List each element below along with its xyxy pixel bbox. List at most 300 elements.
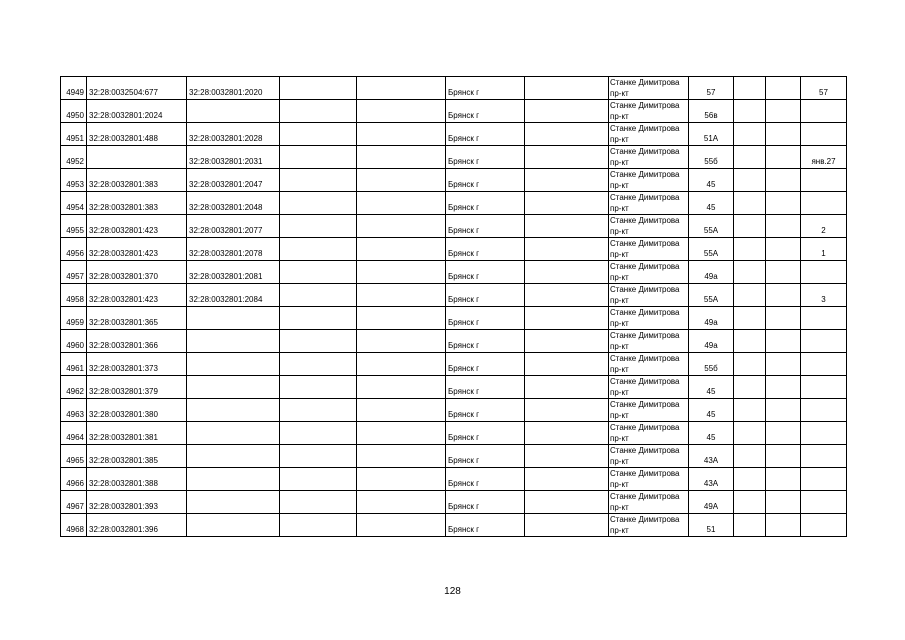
empty-cell bbox=[766, 514, 801, 537]
cadastral-number-cell: 32:28:0032801:379 bbox=[87, 376, 187, 399]
empty-cell bbox=[525, 215, 609, 238]
apartment-number-cell bbox=[801, 399, 847, 422]
street-cell bbox=[609, 399, 689, 422]
empty-cell bbox=[357, 238, 446, 261]
street-name: Станке Димитрова bbox=[610, 78, 680, 87]
empty-cell bbox=[734, 77, 766, 100]
empty-cell bbox=[525, 491, 609, 514]
parent-cadastral-number-cell: 32:28:0032801:2077 bbox=[187, 215, 280, 238]
street-type: пр-кт bbox=[610, 135, 629, 144]
empty-cell bbox=[766, 468, 801, 491]
house-number-cell: 45 bbox=[689, 376, 734, 399]
street-type: пр-кт bbox=[610, 296, 629, 305]
street-cell bbox=[609, 376, 689, 399]
empty-cell bbox=[280, 399, 357, 422]
empty-cell bbox=[525, 284, 609, 307]
parent-cadastral-number-cell bbox=[187, 353, 280, 376]
empty-cell bbox=[766, 215, 801, 238]
cadastral-number-cell: 32:28:0032801:396 bbox=[87, 514, 187, 537]
street-type: пр-кт bbox=[610, 89, 629, 98]
empty-cell bbox=[525, 146, 609, 169]
empty-cell bbox=[766, 123, 801, 146]
table-row bbox=[61, 100, 847, 123]
street-cell bbox=[609, 422, 689, 445]
empty-cell bbox=[357, 376, 446, 399]
row-number-cell: 4954 bbox=[61, 192, 87, 215]
table-row bbox=[61, 468, 847, 491]
city-cell: Брянск г bbox=[446, 491, 525, 514]
cadastral-number-cell: 32:28:0032801:373 bbox=[87, 353, 187, 376]
table-row bbox=[61, 307, 847, 330]
empty-cell bbox=[280, 77, 357, 100]
empty-cell bbox=[357, 514, 446, 537]
city-cell: Брянск г bbox=[446, 422, 525, 445]
empty-cell bbox=[357, 399, 446, 422]
street-cell bbox=[609, 491, 689, 514]
street-type: пр-кт bbox=[610, 342, 629, 351]
row-number-cell: 4951 bbox=[61, 123, 87, 146]
empty-cell bbox=[525, 100, 609, 123]
empty-cell bbox=[280, 215, 357, 238]
empty-cell bbox=[525, 399, 609, 422]
empty-cell bbox=[280, 445, 357, 468]
parent-cadastral-number-cell bbox=[187, 100, 280, 123]
empty-cell bbox=[734, 192, 766, 215]
street-type: пр-кт bbox=[610, 112, 629, 121]
apartment-number-cell: 2 bbox=[801, 215, 847, 238]
empty-cell bbox=[766, 146, 801, 169]
apartment-number-cell bbox=[801, 353, 847, 376]
apartment-number-cell: 57 bbox=[801, 77, 847, 100]
row-number-cell: 4964 bbox=[61, 422, 87, 445]
empty-cell bbox=[525, 77, 609, 100]
street-cell bbox=[609, 238, 689, 261]
empty-cell bbox=[734, 491, 766, 514]
empty-cell bbox=[525, 445, 609, 468]
row-number-cell: 4965 bbox=[61, 445, 87, 468]
empty-cell bbox=[766, 422, 801, 445]
empty-cell bbox=[766, 353, 801, 376]
empty-cell bbox=[766, 261, 801, 284]
row-number-cell: 4953 bbox=[61, 169, 87, 192]
street-name: Станке Димитрова bbox=[610, 101, 680, 110]
house-number-cell: 49А bbox=[689, 491, 734, 514]
empty-cell bbox=[766, 491, 801, 514]
empty-cell bbox=[734, 261, 766, 284]
empty-cell bbox=[280, 146, 357, 169]
parent-cadastral-number-cell bbox=[187, 330, 280, 353]
apartment-number-cell bbox=[801, 422, 847, 445]
empty-cell bbox=[766, 445, 801, 468]
street-cell bbox=[609, 192, 689, 215]
table-row bbox=[61, 215, 847, 238]
row-number-cell: 4952 bbox=[61, 146, 87, 169]
street-name: Станке Димитрова bbox=[610, 354, 680, 363]
city-cell: Брянск г bbox=[446, 261, 525, 284]
street-name: Станке Димитрова bbox=[610, 400, 680, 409]
table-row bbox=[61, 376, 847, 399]
empty-cell bbox=[766, 169, 801, 192]
row-number-cell: 4955 bbox=[61, 215, 87, 238]
empty-cell bbox=[525, 422, 609, 445]
street-type: пр-кт bbox=[610, 434, 629, 443]
table-row bbox=[61, 422, 847, 445]
street-name: Станке Димитрова bbox=[610, 262, 680, 271]
empty-cell bbox=[280, 422, 357, 445]
cadastral-number-cell: 32:28:0032801:2024 bbox=[87, 100, 187, 123]
row-number-cell: 4956 bbox=[61, 238, 87, 261]
table-row bbox=[61, 445, 847, 468]
street-name: Станке Димитрова bbox=[610, 216, 680, 225]
empty-cell bbox=[734, 215, 766, 238]
row-number-cell: 4962 bbox=[61, 376, 87, 399]
street-cell bbox=[609, 284, 689, 307]
street-type: пр-кт bbox=[610, 204, 629, 213]
apartment-number-cell bbox=[801, 169, 847, 192]
city-cell: Брянск г bbox=[446, 100, 525, 123]
street-type: пр-кт bbox=[610, 319, 629, 328]
cadastral-number-cell: 32:28:0032801:383 bbox=[87, 192, 187, 215]
empty-cell bbox=[734, 468, 766, 491]
cadastral-number-cell: 32:28:0032801:383 bbox=[87, 169, 187, 192]
city-cell: Брянск г bbox=[446, 307, 525, 330]
street-cell bbox=[609, 330, 689, 353]
table-row bbox=[61, 399, 847, 422]
street-type: пр-кт bbox=[610, 273, 629, 282]
street-cell bbox=[609, 307, 689, 330]
house-number-cell: 55А bbox=[689, 215, 734, 238]
empty-cell bbox=[280, 123, 357, 146]
street-type: пр-кт bbox=[610, 480, 629, 489]
city-cell: Брянск г bbox=[446, 169, 525, 192]
table-row bbox=[61, 261, 847, 284]
empty-cell bbox=[357, 215, 446, 238]
empty-cell bbox=[357, 353, 446, 376]
empty-cell bbox=[357, 192, 446, 215]
city-cell: Брянск г bbox=[446, 123, 525, 146]
apartment-number-cell bbox=[801, 123, 847, 146]
empty-cell bbox=[525, 353, 609, 376]
empty-cell bbox=[357, 422, 446, 445]
empty-cell bbox=[357, 77, 446, 100]
row-number-cell: 4967 bbox=[61, 491, 87, 514]
empty-cell bbox=[280, 491, 357, 514]
street-cell bbox=[609, 100, 689, 123]
table-row bbox=[61, 238, 847, 261]
row-number-cell: 4950 bbox=[61, 100, 87, 123]
parent-cadastral-number-cell bbox=[187, 514, 280, 537]
house-number-cell: 55б bbox=[689, 146, 734, 169]
cadastral-number-cell: 32:28:0032801:423 bbox=[87, 238, 187, 261]
empty-cell bbox=[525, 330, 609, 353]
empty-cell bbox=[357, 261, 446, 284]
parent-cadastral-number-cell bbox=[187, 468, 280, 491]
empty-cell bbox=[525, 192, 609, 215]
table-row bbox=[61, 169, 847, 192]
house-number-cell: 49а bbox=[689, 261, 734, 284]
empty-cell bbox=[357, 100, 446, 123]
table-row bbox=[61, 514, 847, 537]
street-type: пр-кт bbox=[610, 457, 629, 466]
page-number: 128 bbox=[444, 586, 461, 597]
city-cell: Брянск г bbox=[446, 77, 525, 100]
apartment-number-cell bbox=[801, 468, 847, 491]
apartment-number-cell bbox=[801, 307, 847, 330]
parent-cadastral-number-cell: 32:28:0032801:2084 bbox=[187, 284, 280, 307]
empty-cell bbox=[734, 238, 766, 261]
city-cell: Брянск г bbox=[446, 353, 525, 376]
street-name: Станке Димитрова bbox=[610, 170, 680, 179]
street-type: пр-кт bbox=[610, 388, 629, 397]
empty-cell bbox=[734, 353, 766, 376]
empty-cell bbox=[357, 123, 446, 146]
empty-cell bbox=[525, 238, 609, 261]
empty-cell bbox=[280, 376, 357, 399]
parent-cadastral-number-cell bbox=[187, 307, 280, 330]
empty-cell bbox=[734, 399, 766, 422]
street-name: Станке Димитрова bbox=[610, 239, 680, 248]
apartment-number-cell bbox=[801, 491, 847, 514]
street-type: пр-кт bbox=[610, 181, 629, 190]
empty-cell bbox=[766, 77, 801, 100]
street-cell bbox=[609, 261, 689, 284]
empty-cell bbox=[525, 169, 609, 192]
city-cell: Брянск г bbox=[446, 284, 525, 307]
street-cell bbox=[609, 445, 689, 468]
street-type: пр-кт bbox=[610, 503, 629, 512]
row-number-cell: 4966 bbox=[61, 468, 87, 491]
cadastral-number-cell: 32:28:0032801:366 bbox=[87, 330, 187, 353]
table-row bbox=[61, 77, 847, 100]
empty-cell bbox=[734, 123, 766, 146]
house-number-cell: 55А bbox=[689, 284, 734, 307]
table-row bbox=[61, 491, 847, 514]
street-name: Станке Димитрова bbox=[610, 285, 680, 294]
street-name: Станке Димитрова bbox=[610, 469, 680, 478]
house-number-cell: 56в bbox=[689, 100, 734, 123]
street-name: Станке Димитрова bbox=[610, 492, 680, 501]
cadastral-number-cell: 32:28:0032801:388 bbox=[87, 468, 187, 491]
city-cell: Брянск г bbox=[446, 445, 525, 468]
parent-cadastral-number-cell bbox=[187, 422, 280, 445]
house-number-cell: 43А bbox=[689, 468, 734, 491]
city-cell: Брянск г bbox=[446, 399, 525, 422]
street-name: Станке Димитрова bbox=[610, 446, 680, 455]
empty-cell bbox=[357, 169, 446, 192]
empty-cell bbox=[280, 238, 357, 261]
house-number-cell: 43А bbox=[689, 445, 734, 468]
registry-table bbox=[60, 76, 847, 537]
empty-cell bbox=[734, 330, 766, 353]
empty-cell bbox=[734, 100, 766, 123]
apartment-number-cell bbox=[801, 376, 847, 399]
empty-cell bbox=[766, 100, 801, 123]
cadastral-number-cell: 32:28:0032801:381 bbox=[87, 422, 187, 445]
house-number-cell: 51 bbox=[689, 514, 734, 537]
table-row bbox=[61, 123, 847, 146]
empty-cell bbox=[525, 307, 609, 330]
empty-cell bbox=[525, 514, 609, 537]
house-number-cell: 45 bbox=[689, 169, 734, 192]
street-name: Станке Димитрова bbox=[610, 377, 680, 386]
street-type: пр-кт bbox=[610, 411, 629, 420]
table-row bbox=[61, 146, 847, 169]
city-cell: Брянск г bbox=[446, 192, 525, 215]
row-number-cell: 4963 bbox=[61, 399, 87, 422]
row-number-cell: 4968 bbox=[61, 514, 87, 537]
empty-cell bbox=[734, 307, 766, 330]
cadastral-number-cell: 32:28:0032801:423 bbox=[87, 215, 187, 238]
cadastral-number-cell: 32:28:0032801:393 bbox=[87, 491, 187, 514]
apartment-number-cell: янв.27 bbox=[801, 146, 847, 169]
empty-cell bbox=[357, 330, 446, 353]
parent-cadastral-number-cell bbox=[187, 399, 280, 422]
apartment-number-cell bbox=[801, 100, 847, 123]
empty-cell bbox=[766, 307, 801, 330]
empty-cell bbox=[357, 284, 446, 307]
empty-cell bbox=[734, 376, 766, 399]
street-name: Станке Димитрова bbox=[610, 124, 680, 133]
table-row bbox=[61, 353, 847, 376]
street-name: Станке Димитрова bbox=[610, 308, 680, 317]
empty-cell bbox=[357, 307, 446, 330]
cadastral-number-cell bbox=[87, 146, 187, 169]
street-cell bbox=[609, 169, 689, 192]
parent-cadastral-number-cell bbox=[187, 445, 280, 468]
cadastral-number-cell: 32:28:0032504:677 bbox=[87, 77, 187, 100]
empty-cell bbox=[766, 330, 801, 353]
street-cell bbox=[609, 514, 689, 537]
parent-cadastral-number-cell: 32:28:0032801:2028 bbox=[187, 123, 280, 146]
parent-cadastral-number-cell: 32:28:0032801:2081 bbox=[187, 261, 280, 284]
table-row bbox=[61, 284, 847, 307]
street-cell bbox=[609, 468, 689, 491]
empty-cell bbox=[525, 123, 609, 146]
house-number-cell: 45 bbox=[689, 192, 734, 215]
house-number-cell: 45 bbox=[689, 422, 734, 445]
empty-cell bbox=[280, 307, 357, 330]
house-number-cell: 55А bbox=[689, 238, 734, 261]
city-cell: Брянск г bbox=[446, 330, 525, 353]
empty-cell bbox=[280, 169, 357, 192]
row-number-cell: 4961 bbox=[61, 353, 87, 376]
empty-cell bbox=[280, 353, 357, 376]
house-number-cell: 45 bbox=[689, 399, 734, 422]
street-cell bbox=[609, 353, 689, 376]
empty-cell bbox=[766, 399, 801, 422]
street-cell bbox=[609, 123, 689, 146]
house-number-cell: 49а bbox=[689, 307, 734, 330]
empty-cell bbox=[280, 284, 357, 307]
house-number-cell: 49а bbox=[689, 330, 734, 353]
row-number-cell: 4957 bbox=[61, 261, 87, 284]
city-cell: Брянск г bbox=[446, 376, 525, 399]
city-cell: Брянск г bbox=[446, 215, 525, 238]
apartment-number-cell: 1 bbox=[801, 238, 847, 261]
empty-cell bbox=[280, 468, 357, 491]
city-cell: Брянск г bbox=[446, 514, 525, 537]
empty-cell bbox=[766, 192, 801, 215]
street-name: Станке Димитрова bbox=[610, 423, 680, 432]
empty-cell bbox=[280, 192, 357, 215]
parent-cadastral-number-cell: 32:28:0032801:2020 bbox=[187, 77, 280, 100]
empty-cell bbox=[357, 445, 446, 468]
empty-cell bbox=[525, 261, 609, 284]
empty-cell bbox=[525, 468, 609, 491]
street-cell bbox=[609, 215, 689, 238]
parent-cadastral-number-cell: 32:28:0032801:2031 bbox=[187, 146, 280, 169]
empty-cell bbox=[766, 376, 801, 399]
house-number-cell: 51А bbox=[689, 123, 734, 146]
table-body bbox=[61, 77, 847, 537]
street-type: пр-кт bbox=[610, 227, 629, 236]
parent-cadastral-number-cell: 32:28:0032801:2048 bbox=[187, 192, 280, 215]
empty-cell bbox=[280, 330, 357, 353]
parent-cadastral-number-cell: 32:28:0032801:2047 bbox=[187, 169, 280, 192]
empty-cell bbox=[525, 376, 609, 399]
cadastral-number-cell: 32:28:0032801:365 bbox=[87, 307, 187, 330]
empty-cell bbox=[734, 169, 766, 192]
street-type: пр-кт bbox=[610, 365, 629, 374]
empty-cell bbox=[357, 146, 446, 169]
empty-cell bbox=[734, 422, 766, 445]
city-cell: Брянск г bbox=[446, 238, 525, 261]
empty-cell bbox=[734, 146, 766, 169]
apartment-number-cell bbox=[801, 261, 847, 284]
apartment-number-cell bbox=[801, 514, 847, 537]
street-name: Станке Димитрова bbox=[610, 515, 680, 524]
street-cell bbox=[609, 146, 689, 169]
empty-cell bbox=[766, 238, 801, 261]
street-name: Станке Димитрова bbox=[610, 331, 680, 340]
street-type: пр-кт bbox=[610, 158, 629, 167]
street-type: пр-кт bbox=[610, 250, 629, 259]
table-row bbox=[61, 330, 847, 353]
empty-cell bbox=[280, 514, 357, 537]
empty-cell bbox=[280, 100, 357, 123]
empty-cell bbox=[734, 284, 766, 307]
row-number-cell: 4958 bbox=[61, 284, 87, 307]
row-number-cell: 4959 bbox=[61, 307, 87, 330]
parent-cadastral-number-cell bbox=[187, 491, 280, 514]
cadastral-number-cell: 32:28:0032801:423 bbox=[87, 284, 187, 307]
street-name: Станке Димитрова bbox=[610, 193, 680, 202]
cadastral-number-cell: 32:28:0032801:370 bbox=[87, 261, 187, 284]
cadastral-number-cell: 32:28:0032801:385 bbox=[87, 445, 187, 468]
table-row bbox=[61, 192, 847, 215]
row-number-cell: 4960 bbox=[61, 330, 87, 353]
empty-cell bbox=[734, 514, 766, 537]
cadastral-number-cell: 32:28:0032801:488 bbox=[87, 123, 187, 146]
empty-cell bbox=[357, 491, 446, 514]
empty-cell bbox=[734, 445, 766, 468]
parent-cadastral-number-cell bbox=[187, 376, 280, 399]
apartment-number-cell bbox=[801, 445, 847, 468]
empty-cell bbox=[766, 284, 801, 307]
street-type: пр-кт bbox=[610, 526, 629, 535]
cadastral-number-cell: 32:28:0032801:380 bbox=[87, 399, 187, 422]
street-name: Станке Димитрова bbox=[610, 147, 680, 156]
empty-cell bbox=[280, 261, 357, 284]
street-cell bbox=[609, 77, 689, 100]
city-cell: Брянск г bbox=[446, 146, 525, 169]
apartment-number-cell bbox=[801, 192, 847, 215]
city-cell: Брянск г bbox=[446, 468, 525, 491]
parent-cadastral-number-cell: 32:28:0032801:2078 bbox=[187, 238, 280, 261]
apartment-number-cell bbox=[801, 330, 847, 353]
empty-cell bbox=[357, 468, 446, 491]
house-number-cell: 57 bbox=[689, 77, 734, 100]
